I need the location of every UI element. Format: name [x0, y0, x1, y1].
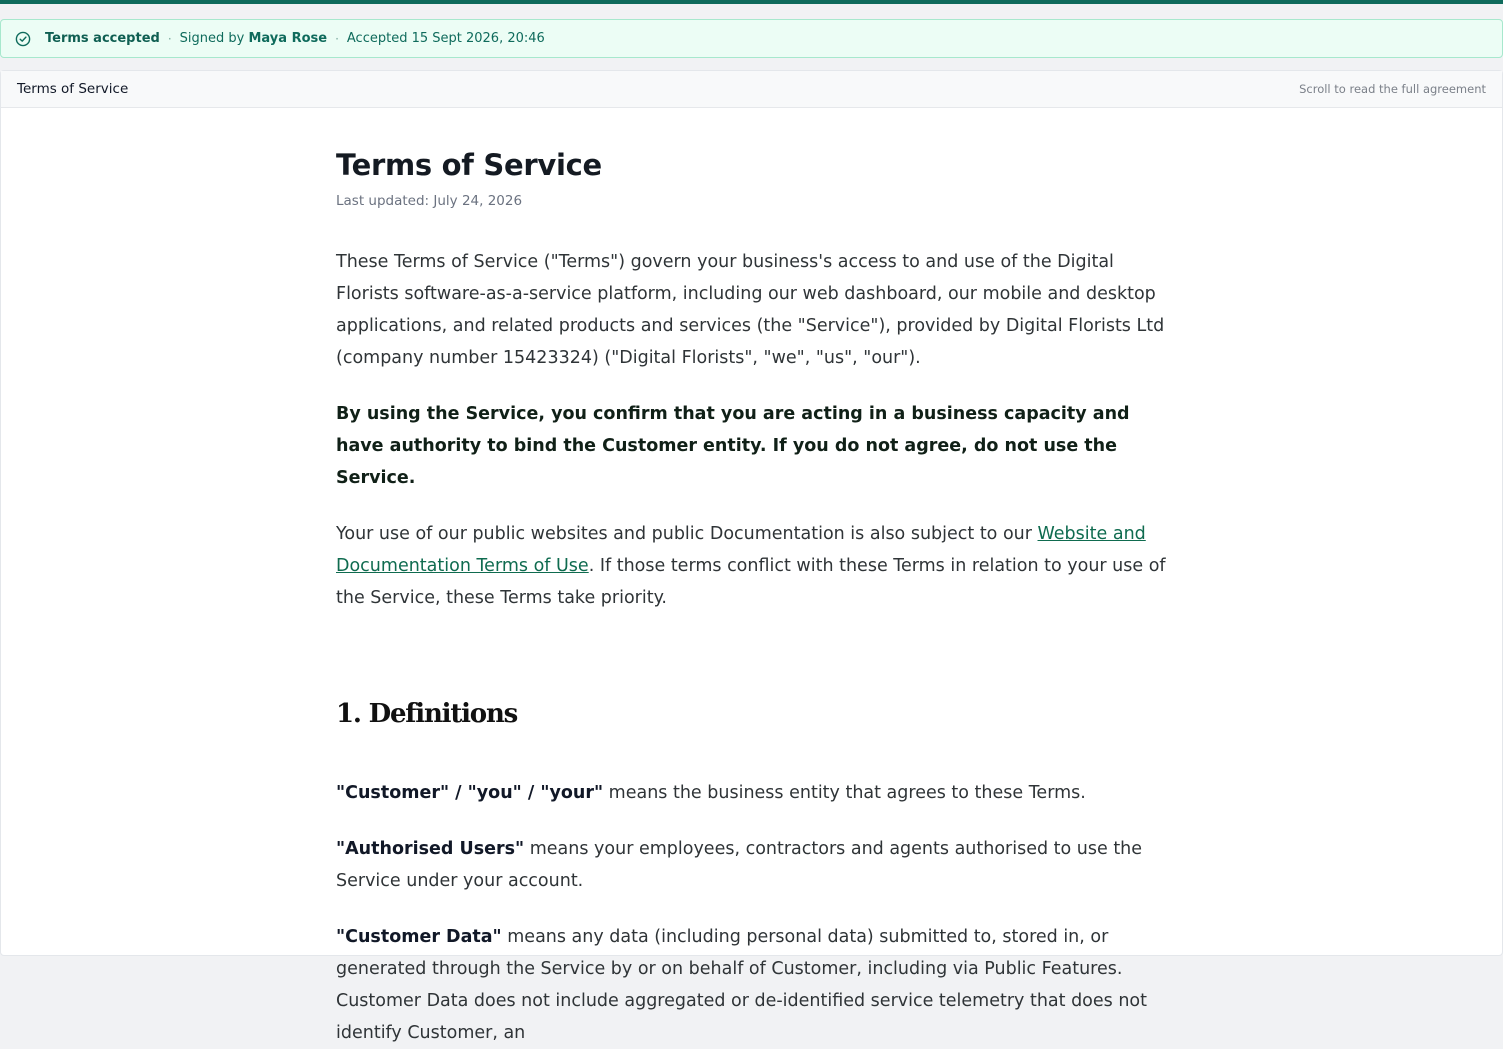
section-heading-definitions: 1. Definitions	[336, 699, 518, 729]
acceptance-banner	[0, 19, 1503, 58]
business-capacity-notice: By using the Service, you confirm that you are acting in a business capacity and have authority to bind the Customer entity. If you do not agree, do not use the Service.	[336, 404, 1130, 488]
definition-item	[336, 777, 1176, 809]
signer-name: Maya Rose	[248, 31, 328, 46]
terms-panel[interactable]	[0, 70, 1503, 1043]
top-accent-strip	[0, 0, 1503, 4]
panel-title: Terms of Service	[17, 81, 129, 97]
intro-paragraph: These Terms of Service ("Terms") govern your business's access to and use of the Digital Florists software-as-a-service platform, including our web dashboard, our mobile and desktop applications, and related products and services (the "Service"), provided by Digital Florists Ltd (company number 15423324) ("Digital Florists", "we", "us", "our").	[336, 252, 1165, 368]
document-title: Terms of Service	[336, 148, 602, 182]
definition-item	[336, 833, 1176, 897]
separator: ·	[167, 31, 172, 46]
terms-document	[336, 143, 1176, 1049]
last-updated: Last updated: July 24, 2026	[336, 193, 523, 209]
website-terms-text-before: Your use of our public websites and public Documentation is also subject to our	[336, 524, 1038, 544]
website-terms-link[interactable]: Website and Documentation Terms of Use	[336, 524, 1146, 576]
check-circle-icon	[15, 31, 31, 47]
definition-text: means the business entity that agrees to these Terms.	[603, 783, 1086, 803]
terms-panel-header	[1, 71, 1502, 108]
definition-text: means your employees, contractors and agents authorised to use the Service under your account.	[336, 839, 1143, 891]
acceptance-status: Terms accepted	[45, 31, 160, 46]
definition-item	[336, 921, 1176, 1049]
website-terms-text-after: . If those terms conflict with these Terms in relation to your use of the Service, these Terms take priority.	[336, 556, 1166, 608]
definition-term: "Authorised Users"	[336, 839, 525, 859]
website-terms-paragraph	[336, 518, 1176, 614]
scroll-hint: Scroll to read the full agreement	[1299, 82, 1486, 96]
separator: ·	[335, 31, 339, 46]
accepted-timestamp: Accepted 15 Sept 2026, 20:46	[346, 31, 545, 46]
definition-text: means any data (including personal data) submitted to, stored in, or generated through the Service by or on behalf of Customer, including via Public Features. Customer Data does not include aggregated or de-identified service telemetry that does not identify Customer, an	[336, 927, 1147, 1043]
definition-term: "Customer Data"	[336, 927, 502, 947]
definition-term: "Customer" / "you" / "your"	[336, 783, 604, 803]
signed-by-label: Signed by	[179, 31, 245, 46]
